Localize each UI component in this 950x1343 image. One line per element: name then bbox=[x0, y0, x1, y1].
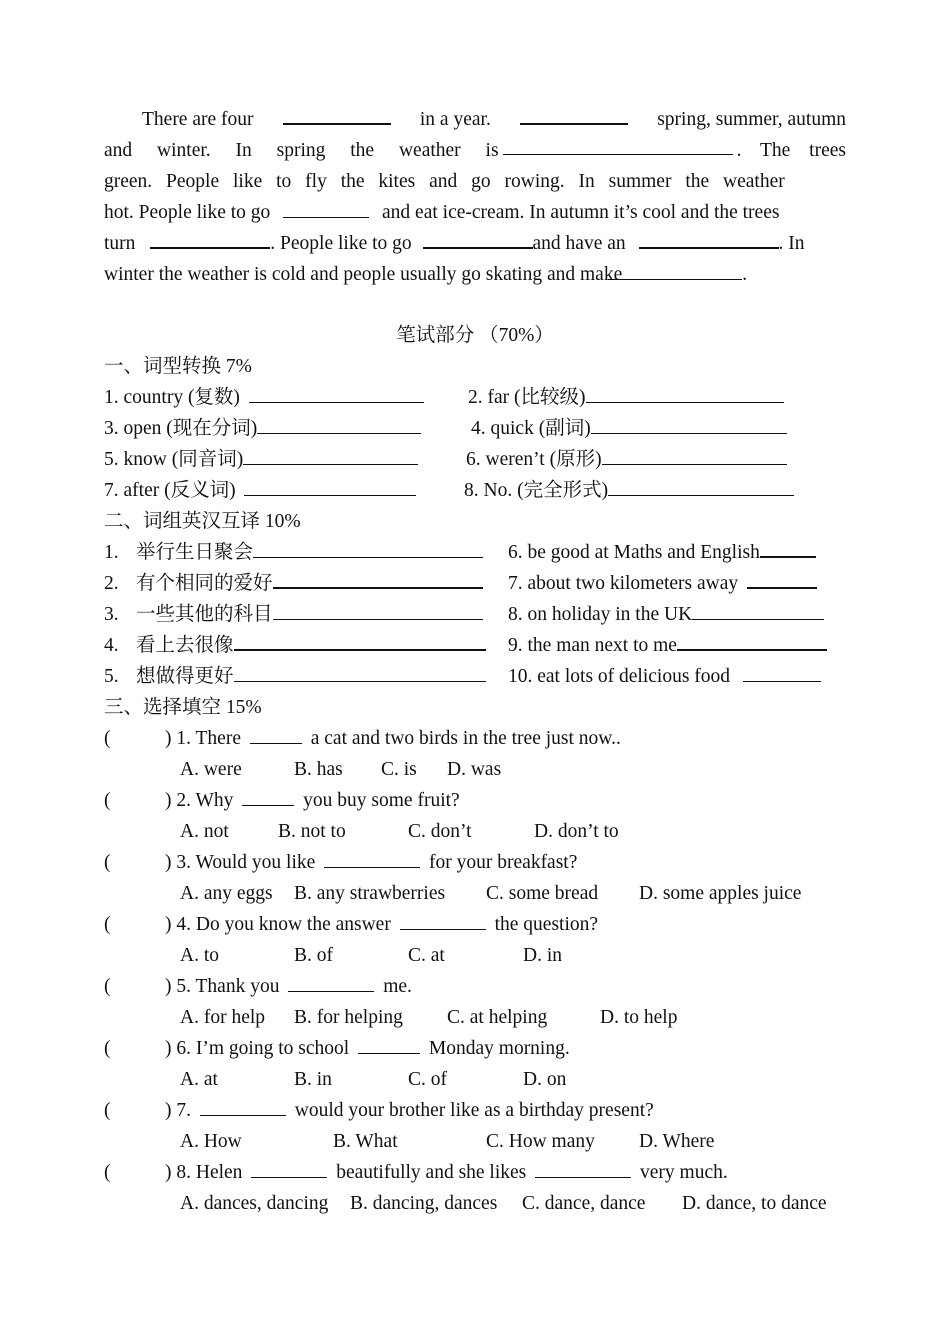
section-heading: 三、选择填空 15% bbox=[104, 697, 262, 718]
passage-line-3 bbox=[104, 166, 846, 197]
question-text: ) 4. Do you know the answer bbox=[165, 914, 391, 935]
word-item-4 bbox=[471, 413, 787, 444]
item-text: 9. the man next to me bbox=[508, 635, 677, 656]
passage-text: . The trees bbox=[736, 140, 846, 161]
answer-paren[interactable]: ( bbox=[104, 728, 111, 749]
option[interactable]: C. at helping bbox=[447, 1007, 548, 1028]
question-text: ) 3. Would you like bbox=[165, 852, 316, 873]
answer-blank[interactable] bbox=[692, 600, 824, 620]
option[interactable]: D. in bbox=[523, 945, 562, 966]
option[interactable]: A. at bbox=[180, 1069, 218, 1090]
option[interactable]: A. any eggs bbox=[180, 883, 273, 904]
item-text: 10. eat lots of delicious food bbox=[508, 666, 731, 687]
answer-blank[interactable] bbox=[249, 383, 424, 403]
answer-blank[interactable] bbox=[586, 383, 784, 403]
answer-blank[interactable] bbox=[760, 537, 816, 558]
item-text: 8. on holiday in the UK bbox=[508, 604, 693, 625]
option[interactable]: D. dance, to dance bbox=[682, 1193, 827, 1214]
answer-blank[interactable] bbox=[639, 228, 779, 249]
item-number: 2. bbox=[104, 573, 119, 594]
question-text: a cat and two birds in the tree just now.. bbox=[310, 728, 621, 749]
phrase-item-3 bbox=[104, 599, 483, 630]
question-text: ) 5. Thank you bbox=[165, 976, 280, 997]
question-text: would your brother like as a birthday present? bbox=[294, 1100, 654, 1121]
item-text: 6. weren’t (原形) bbox=[466, 449, 602, 470]
item-text: 看上去很像 bbox=[136, 635, 234, 656]
item-text: 7. after (反义词) bbox=[104, 480, 236, 501]
word-item-3 bbox=[104, 413, 421, 444]
answer-blank[interactable] bbox=[250, 724, 302, 744]
answer-blank[interactable] bbox=[273, 568, 483, 589]
passage-text: hot. People like to go bbox=[104, 202, 271, 223]
option[interactable]: B. not to bbox=[278, 821, 346, 842]
passage-line-6 bbox=[104, 259, 747, 290]
option[interactable]: A. How bbox=[180, 1131, 242, 1152]
answer-paren[interactable]: ( bbox=[104, 1100, 111, 1121]
question-4 bbox=[165, 909, 598, 940]
answer-blank[interactable] bbox=[602, 445, 787, 465]
answer-blank[interactable] bbox=[257, 414, 421, 434]
answer-blank[interactable] bbox=[234, 630, 486, 651]
word-item-6 bbox=[466, 444, 787, 475]
option[interactable]: B. for helping bbox=[294, 1007, 403, 1028]
option[interactable]: B. has bbox=[294, 759, 343, 780]
answer-blank[interactable] bbox=[253, 538, 483, 558]
section-heading: 二、词组英汉互译 10% bbox=[104, 511, 301, 532]
question-text: the question? bbox=[494, 914, 599, 935]
option[interactable]: D. some apples juice bbox=[639, 883, 802, 904]
passage-text: winter the weather is cold and people usually go skating and make bbox=[104, 264, 623, 285]
answer-blank[interactable] bbox=[244, 476, 416, 496]
answer-blank[interactable] bbox=[251, 1158, 327, 1178]
word-item-2 bbox=[468, 382, 784, 413]
options-5 bbox=[180, 1002, 677, 1033]
phrase-item-10 bbox=[508, 661, 821, 692]
option[interactable]: C. How many bbox=[486, 1131, 595, 1152]
answer-blank[interactable] bbox=[743, 662, 821, 682]
options-2 bbox=[180, 816, 619, 847]
passage-text: . bbox=[742, 264, 748, 285]
answer-blank[interactable] bbox=[423, 228, 533, 249]
answer-blank[interactable] bbox=[520, 104, 628, 125]
question-text: beautifully and she likes bbox=[336, 1162, 527, 1183]
answer-blank[interactable] bbox=[324, 848, 420, 868]
answer-blank[interactable] bbox=[747, 568, 817, 589]
item-text: 6. be good at Maths and English bbox=[508, 542, 760, 563]
item-number: 5. bbox=[104, 666, 119, 687]
option[interactable]: B. of bbox=[294, 945, 333, 966]
answer-paren[interactable]: ( bbox=[104, 914, 111, 935]
question-text: me. bbox=[383, 976, 412, 997]
answer-blank[interactable] bbox=[273, 600, 483, 620]
phrase-item-5 bbox=[104, 661, 486, 692]
item-text: 有个相同的爱好 bbox=[136, 573, 273, 594]
passage-text: . In bbox=[778, 233, 805, 254]
answer-paren[interactable]: ( bbox=[104, 976, 111, 997]
section-title: 笔试部分 （70%） bbox=[396, 325, 554, 346]
passage-text: . People like to go bbox=[270, 233, 412, 254]
answer-blank[interactable] bbox=[608, 476, 794, 496]
question-1 bbox=[165, 723, 621, 754]
answer-blank[interactable] bbox=[288, 972, 374, 992]
question-2 bbox=[165, 785, 460, 816]
option[interactable]: A. dances, dancing bbox=[180, 1193, 329, 1214]
option[interactable]: D. Where bbox=[639, 1131, 715, 1152]
item-number: 1. bbox=[104, 542, 119, 563]
options-4 bbox=[180, 940, 562, 971]
question-text: very much. bbox=[640, 1162, 728, 1183]
item-text: 3. open (现在分词) bbox=[104, 418, 258, 439]
item-text: 8. No. (完全形式) bbox=[464, 480, 609, 501]
answer-blank[interactable] bbox=[243, 445, 418, 465]
passage-text: There are four bbox=[142, 109, 254, 130]
passage-text: and eat ice-cream. In autumn it’s cool and the trees bbox=[382, 202, 780, 223]
passage-text: and winter. In spring the weather is bbox=[104, 140, 499, 161]
options-3 bbox=[180, 878, 801, 909]
option[interactable]: D. was bbox=[447, 759, 502, 780]
item-text: 1. country (复数) bbox=[104, 387, 240, 408]
option[interactable]: C. some bread bbox=[486, 883, 599, 904]
answer-blank[interactable] bbox=[358, 1034, 420, 1054]
passage-text: turn bbox=[104, 233, 136, 254]
phrase-item-8 bbox=[508, 599, 824, 630]
word-item-5 bbox=[104, 444, 418, 475]
question-text: Monday morning. bbox=[428, 1038, 570, 1059]
option[interactable]: C. dance, dance bbox=[522, 1193, 646, 1214]
option[interactable]: D. don’t to bbox=[534, 821, 619, 842]
item-number: 3. bbox=[104, 604, 119, 625]
word-item-7 bbox=[104, 475, 416, 506]
passage-line-5 bbox=[104, 228, 805, 259]
options-7 bbox=[180, 1126, 714, 1157]
option[interactable]: A. were bbox=[180, 759, 242, 780]
option[interactable]: C. is bbox=[381, 759, 417, 780]
options-8 bbox=[180, 1188, 827, 1219]
answer-blank[interactable] bbox=[535, 1158, 631, 1178]
answer-blank[interactable] bbox=[503, 135, 733, 155]
passage-text: in a year. bbox=[419, 109, 491, 130]
word-item-1 bbox=[104, 382, 424, 413]
item-text: 4. quick (副词) bbox=[471, 418, 591, 439]
option[interactable]: B. any strawberries bbox=[294, 883, 446, 904]
passage-text: spring, summer, autumn bbox=[657, 109, 846, 130]
item-text: 想做得更好 bbox=[136, 666, 234, 687]
question-text: ) 1. There bbox=[165, 728, 241, 749]
question-text: ) 8. Helen bbox=[165, 1162, 243, 1183]
section-heading: 一、词型转换 7% bbox=[104, 356, 252, 377]
answer-blank[interactable] bbox=[150, 228, 270, 249]
item-text: 2. far (比较级) bbox=[468, 387, 586, 408]
phrase-item-7 bbox=[508, 568, 817, 599]
answer-blank[interactable] bbox=[200, 1096, 286, 1116]
answer-blank[interactable] bbox=[283, 198, 369, 218]
question-8 bbox=[165, 1157, 728, 1188]
answer-blank[interactable] bbox=[400, 910, 486, 930]
phrase-item-2 bbox=[104, 568, 483, 599]
passage-text: green. People like to fly the kites and go rowing. In summer the weather bbox=[104, 171, 785, 192]
passage-line-2 bbox=[104, 135, 846, 166]
options-6 bbox=[180, 1064, 566, 1095]
option[interactable]: B. What bbox=[333, 1131, 398, 1152]
answer-blank[interactable] bbox=[242, 786, 294, 806]
option[interactable]: A. for help bbox=[180, 1007, 266, 1028]
answer-paren[interactable]: ( bbox=[104, 1038, 111, 1059]
word-item-8 bbox=[464, 475, 794, 506]
item-text: 7. about two kilometers away bbox=[508, 573, 739, 594]
phrase-item-6 bbox=[508, 537, 816, 568]
option[interactable]: B. in bbox=[294, 1069, 332, 1090]
option[interactable]: C. don’t bbox=[408, 821, 472, 842]
option[interactable]: A. to bbox=[180, 945, 219, 966]
answer-paren[interactable]: ( bbox=[104, 1162, 111, 1183]
phrase-item-9 bbox=[508, 630, 827, 661]
answer-blank[interactable] bbox=[677, 630, 827, 651]
question-7 bbox=[165, 1095, 654, 1126]
question-text: you buy some fruit? bbox=[303, 790, 460, 811]
option[interactable]: D. on bbox=[523, 1069, 567, 1090]
answer-blank[interactable] bbox=[591, 414, 787, 434]
item-text: 举行生日聚会 bbox=[136, 542, 254, 563]
answer-blank[interactable] bbox=[283, 104, 391, 125]
item-number: 4. bbox=[104, 635, 119, 656]
option[interactable]: C. of bbox=[408, 1069, 447, 1090]
passage-line-1 bbox=[142, 104, 846, 135]
answer-paren[interactable]: ( bbox=[104, 852, 111, 873]
item-text: 5. know (同音词) bbox=[104, 449, 244, 470]
question-3 bbox=[165, 847, 577, 878]
question-6 bbox=[165, 1033, 570, 1064]
passage-text: and have an bbox=[532, 233, 626, 254]
phrase-item-1 bbox=[104, 537, 483, 568]
option[interactable]: A. not bbox=[180, 821, 229, 842]
answer-blank[interactable] bbox=[234, 662, 486, 682]
question-text: ) 7. bbox=[165, 1100, 191, 1121]
question-text: for your breakfast? bbox=[429, 852, 578, 873]
question-text: ) 2. Why bbox=[165, 790, 234, 811]
question-5 bbox=[165, 971, 412, 1002]
option[interactable]: B. dancing, dances bbox=[350, 1193, 498, 1214]
answer-paren[interactable]: ( bbox=[104, 790, 111, 811]
question-text: ) 6. I’m going to school bbox=[165, 1038, 350, 1059]
answer-blank[interactable] bbox=[608, 260, 742, 280]
option[interactable]: C. at bbox=[408, 945, 445, 966]
passage-line-4 bbox=[104, 197, 779, 228]
option[interactable]: D. to help bbox=[600, 1007, 678, 1028]
options-1 bbox=[180, 754, 501, 785]
item-text: 一些其他的科目 bbox=[136, 604, 273, 625]
phrase-item-4 bbox=[104, 630, 486, 661]
